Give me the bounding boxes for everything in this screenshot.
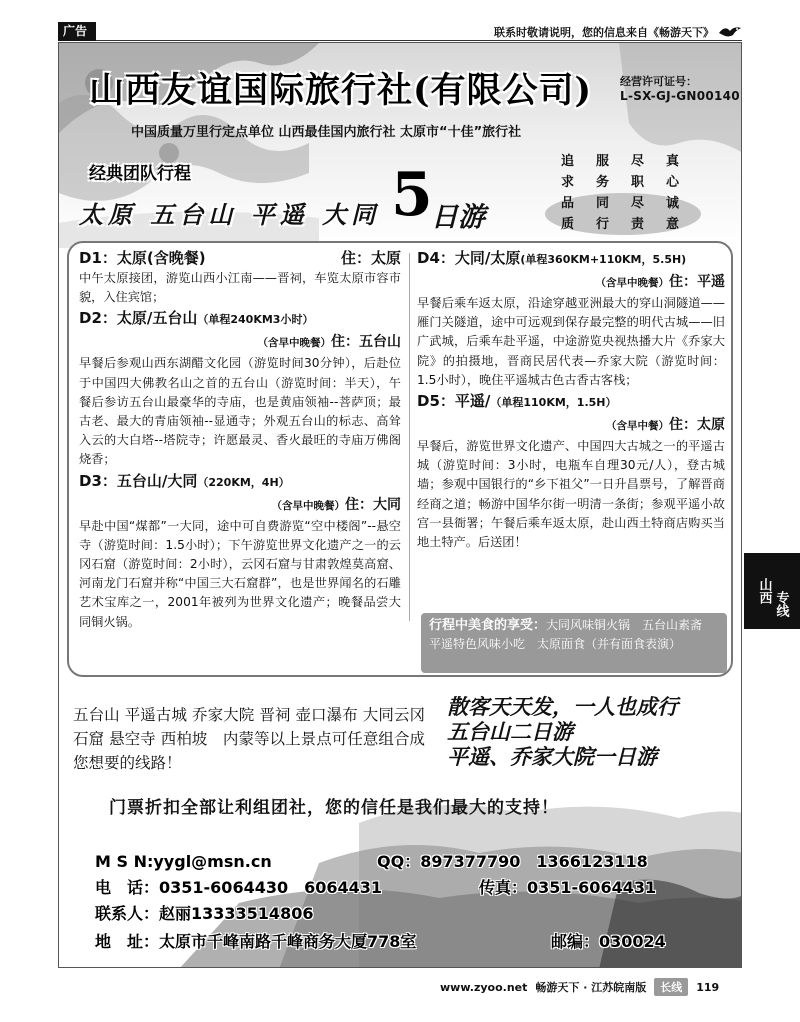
day1-text: 中午太原接团，游览山西小江南——晋祠，车览太原市容市貌，入住宾馆； — [79, 271, 401, 305]
company-name: 山西友谊国际旅行社(有限公司) — [89, 70, 593, 111]
motto-char: 尽 — [631, 154, 645, 169]
day5-distance: （单程110KM，1.5H） — [490, 396, 617, 410]
contact-zip: 邮编：030024 — [551, 932, 666, 951]
day4-stay-line — [417, 271, 725, 294]
day2-meal: （含早中晚餐） — [257, 337, 331, 350]
bird-icon — [718, 23, 742, 39]
days-number: 5 — [391, 160, 433, 230]
slogan-daily: 散客天天发，一人也成行 — [447, 695, 678, 719]
day5-stay: 住：太原 — [669, 417, 725, 434]
day2-stay: 住：五台山 — [331, 334, 401, 351]
day5-text: 早餐后，游览世界文化遗产、中国四大古城之一的平遥古城（游览时间：3小时，电瓶车自理30元/人），登古城墙；参观中国银行的“乡下祖父”一日升昌票号，了解晋商经商之道；畅游中国华尔街一明清一条街；参观平遥小故宫一县衙署；午餐后乘车返太原，赴山西土特商店购买当地土特产。后送团！ — [417, 439, 725, 550]
day5-title: D5：平遥/ — [417, 392, 491, 411]
footer-badge: 长线 — [654, 978, 688, 996]
day2-text: 早餐后参观山西东湖醋文化园（游览时间30分钟），后赴位于中国四大佛教名山之首的五台山（游览时间：半天），午餐后参访五台山最豪华的寺庙，也是黄庙领袖--菩萨顶；最古老、最大的青庙领袖--显通寺；外观五台山的标志、高耸入云的大白塔--塔院寺；许愿最灵、香火最旺的寺庙万佛阁烧香； — [79, 356, 401, 467]
day5-stay-line — [417, 414, 725, 437]
license-number: L-SX-GJ-GN00140 — [620, 89, 740, 103]
side-tab-line2: 专线 — [773, 591, 789, 617]
tagline: 中国质量万里行定点单位 山西最佳国内旅行社 太原市“十佳”旅行社 — [131, 125, 522, 140]
motto-grid — [561, 153, 701, 233]
day4-meal: （含早中晚餐） — [595, 277, 669, 289]
motto-char: 心 — [666, 175, 680, 190]
day4-text: 早餐后乘车返太原，沿途穿越亚洲最大的穿山洞隧道——雁门关隧道，途中可远观到保存最完整的明代古城——旧广武城，后乘车赴平遥，中途游览央视热播大片《乔家大院》的拍摄地，晋商民居代表—乔家大院（游览时间：1.5小时），晚住平遥城古色古香古客栈； — [417, 296, 725, 387]
motto-char: 品 — [561, 196, 575, 211]
contact-qq: QQ：897377790 1366123118 — [377, 852, 648, 871]
top-bar — [58, 22, 742, 41]
contact-person: 联系人：赵丽13333514806 — [95, 904, 314, 923]
day4-stay: 住：平遥 — [669, 274, 725, 290]
ad-label: 广告 — [58, 22, 96, 41]
license-label: 经营许可证号： — [620, 75, 697, 88]
day1-title: D1：太原(含晚餐) — [79, 249, 206, 267]
contact-address: 地 址：太原市千峰南路千峰商务大厦778室 — [95, 932, 417, 951]
day2-distance: （单程240KM3小时） — [197, 313, 314, 327]
side-tab-line1: 山西 — [756, 578, 772, 604]
motto-char: 诚 — [666, 196, 680, 211]
day3-distance: （220KM，4H） — [197, 475, 290, 489]
motto-char: 服 — [596, 154, 610, 169]
contact-msn: M S N:yygl@msn.cn — [95, 852, 272, 871]
day4-header — [417, 247, 725, 271]
day3-text: 早赴中国“煤都”一大同，途中可自费游览“空中楼阁”--悬空寺（游览时间：1.5小时）；下午游览世界文化遗产之一的云冈石窟（游览时间：2小时），云冈石窟与甘肃敦煌莫高窟、河南龙门石窟并称“中国三大石窟群”，也是世界闻名的石雕艺术宝库之一，2001年被列为世界文化遗产；晚餐品尝大同铜火锅。 — [79, 518, 401, 629]
itinerary-right-column — [417, 247, 725, 552]
motto-char: 同 — [596, 196, 610, 211]
day2-header — [79, 307, 401, 331]
day5-meal: （含早中餐） — [606, 420, 669, 433]
motto-char: 真 — [666, 154, 680, 169]
motto-char: 行 — [596, 217, 610, 232]
slogan-wutai: 五台山二日游 — [447, 720, 573, 744]
day3-meal: （含早中晚餐） — [271, 499, 345, 512]
slogan-block — [447, 695, 678, 770]
route-title: 太原 五台山 平遥 大同 — [79, 200, 381, 229]
scenic-spots: 五台山 平遥古城 乔家大院 晋祠 壶口瀑布 大同云冈石窟 悬空寺 西柏坡 内蒙等以上景点可任意组合成您想要的线路！ — [73, 706, 425, 772]
column-divider — [409, 253, 410, 621]
slogan-pingyao: 平遥、乔家大院一日游 — [447, 745, 657, 769]
page-number: 119 — [696, 980, 720, 994]
footer-magazine: 畅游天下 · 江苏皖南版 — [535, 981, 647, 994]
section-side-tab — [744, 553, 800, 629]
ad-frame — [58, 42, 742, 968]
contact-phone: 电 话：0351-6064430 6064431 — [95, 878, 383, 897]
day5-header — [417, 390, 725, 414]
day3-title: D3：五台山/大同 — [79, 471, 198, 490]
classic-tour-title: 经典团队行程 — [89, 164, 191, 184]
contact-note: 联系时敬请说明，您的信息来自《畅游天下》 — [494, 26, 714, 39]
motto-char: 追 — [561, 154, 575, 169]
day1-stay: 住：太原 — [340, 249, 401, 267]
motto-char: 求 — [561, 175, 575, 190]
day2-stay-line — [79, 331, 401, 354]
food-text: 大同风味铜火锅 五台山素斋 平遥特色风味小吃 太原面食（并有面食表演） — [429, 618, 715, 651]
motto-char: 意 — [666, 217, 680, 232]
food-box — [421, 613, 727, 673]
page-footer — [440, 978, 719, 996]
contact-fax: 传真：0351-6064431 — [479, 878, 657, 897]
day4-title: D4：大同/太原 — [417, 249, 521, 267]
motto-char: 尽 — [631, 196, 645, 211]
discount-line: 门票折扣全部让利组团社，您的信任是我们最大的支持！ — [109, 798, 559, 818]
footer-site: www.zyoo.net — [440, 980, 528, 994]
day3-stay: 住：大同 — [345, 496, 401, 513]
day4-distance: (单程360KM+110KM，5.5H) — [520, 253, 687, 266]
day1-header — [79, 247, 401, 269]
food-title: 行程中美食的享受： — [429, 618, 547, 633]
itinerary-box — [67, 241, 733, 677]
day2-title: D2：太原/五台山 — [79, 309, 198, 328]
itinerary-left-column — [79, 247, 401, 632]
day3-header — [79, 470, 401, 494]
day3-stay-line — [79, 494, 401, 517]
days-text: 日游 — [431, 202, 485, 233]
motto-char: 责 — [631, 217, 645, 232]
motto-char: 职 — [631, 175, 645, 190]
motto-char: 务 — [596, 175, 610, 190]
motto-char: 质 — [561, 217, 575, 232]
